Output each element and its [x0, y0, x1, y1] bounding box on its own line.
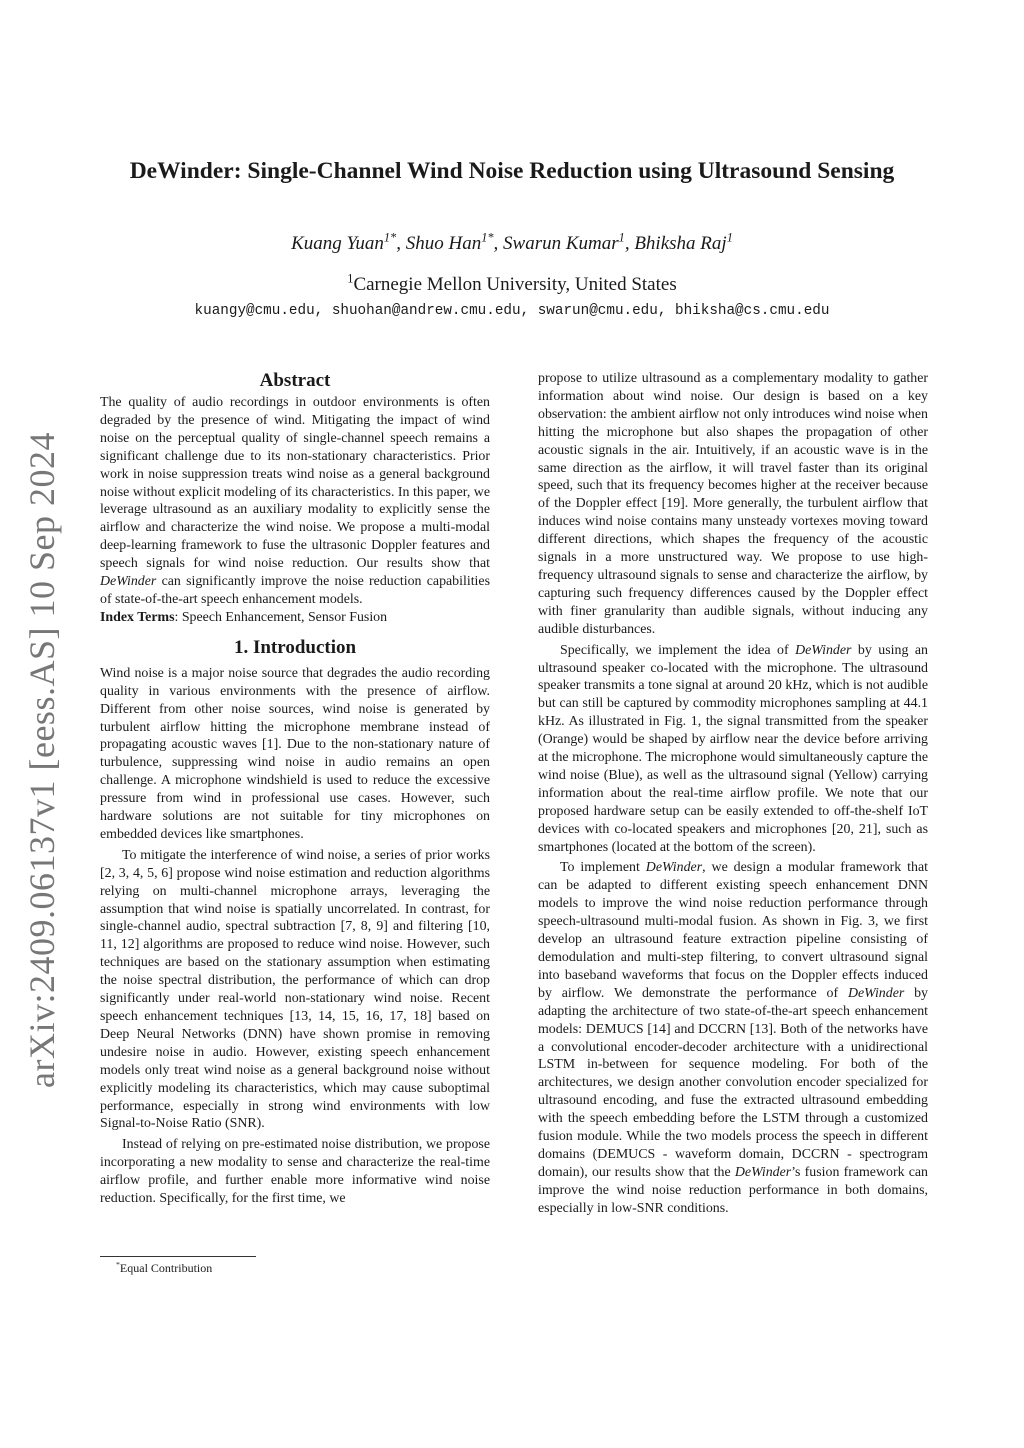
author-name: Swarun Kumar [503, 233, 619, 254]
affiliation-text: Carnegie Mellon University, United States [353, 274, 677, 295]
intro-paragraph-1: Wind noise is a major noise source that degrades the audio recording quality in various environments with the presence of airflow. Different from other noise sources, wind noise is generated by turbulent airflow hitting the microphone membrane instead of propagating acoustic waves [1]. Due to the non-stationary nature of turbulence, suppressing wind noise in audio remains an open challenge. A microphone windshield is used to reduce the excessive pressure from wind in professional use cases. However, such hardware solutions are not suitable for tiny microphones on embedded devices like smartphones. [100, 665, 490, 842]
intro-paragraph-4 [538, 642, 928, 857]
left-column [100, 370, 490, 1208]
arxiv-identifier: arXiv:2409.06137v1 [eess.AS] 10 Sep 2024 [22, 432, 62, 1088]
system-name: DeWinder [734, 1164, 792, 1180]
text-part: , we design a modular framework that can be adapted to different existing speech enhancement DNN models to improve the wind noise reduction performance through speech-ultrasound multi-modal fusion. As shown in Fig. 3, we first develop an ultrasound feature extraction pipeline consisting of demodulation and multi-step filtering, to convert ultrasound signal into baseband waveforms that focus on the Doppler effects induced by airflow. We demonstrate the performance of [538, 860, 928, 1001]
author-mark: 1* [481, 230, 494, 245]
abstract-heading: Abstract [259, 370, 331, 391]
footnote [116, 1261, 212, 1275]
text-part: by using an ultrasound speaker co-located with the microphone. The ultrasound speaker transmits a tone signal at around 20 kHz, which is not audible but can still be captured by commodity microphones sampling at 44.1 kHz. As illustrated in Fig. 1, the signal transmitted from the speaker (Orange) would be shaped by airflow near the device before arriving at the microphone. The microphone would simultaneously capture the wind noise (Blue), as well as the ultrasound signal (Yellow) carrying information about the real-time airflow profile. We note that our proposed hardware setup can be easily extended to off-the-shelf IoT devices with co-located speakers and microphones [20, 21], such as smartphones (located at the bottom of the screen). [538, 642, 928, 855]
affiliation-mark: 1 [347, 271, 354, 286]
author-name: Shuo Han [405, 233, 482, 254]
author-name: Bhiksha Raj [634, 233, 727, 254]
author-name: Kuang Yuan [291, 233, 384, 254]
author-mark: 1* [383, 230, 397, 245]
affiliation [0, 271, 1024, 296]
footnote-divider [100, 1256, 256, 1257]
abstract-body [100, 394, 490, 609]
intro-paragraph-continued: propose to utilize ultrasound as a complementary modality to gather information about wind noise. Our design is based on a key observation: the ambient airflow not only introduces wind noise when hitting the microphone but also shapes the propagation of other acoustic signals in the air. Intuitively, if an acoustic wave is in the same direction as the airflow, it will travel faster than its original speed, such that its frequency becomes higher at the receiver because of the Doppler effect [19]. More generally, the turbulent airflow that induces wind noise contains many unsteady vortexes moving toward different directions, which shapes the frequency of the acoustic signals in a more unstructured way. We propose to use high-frequency ultrasound signals to sense and characterize the airflow, by capturing such frequency differences caused by the Doppler effect with finer granularity than audible signals, without inducing any audible disturbances. [538, 371, 928, 637]
introduction-heading: 1. Introduction [233, 636, 357, 658]
index-terms-value: : Speech Enhancement, Sensor Fusion [174, 609, 388, 625]
index-terms-label: Index Terms [100, 609, 175, 625]
footnote-mark: * [116, 1260, 120, 1269]
abstract-text-part: The quality of audio recordings in outdoor environments is often degraded by the presence of wind. Mitigating the impact of wind noise on the perceptual quality of single-channel speech remains a significant challenge due to its non-stationary characteristics. Prior work in noise suppression treats wind noise as a general background noise without explicit modeling of its characteristics. In this paper, we leverage ultrasound as an auxiliary modality to explicitly sense the airflow and characterize the wind noise. We propose a multi-modal deep-learning framework to fuse the ultrasonic Doppler features and speech signals for wind noise reduction. Our results show that [100, 395, 490, 572]
text-part: Specifically, we implement the idea of [560, 642, 796, 658]
index-terms [100, 609, 490, 627]
author-mark: 1 [726, 230, 733, 245]
text-part: ’s fusion framework can improve the wind noise reduction performance in both domains, especially in low-SNR conditions. [538, 1164, 928, 1216]
paper-title: DeWinder: Single-Channel Wind Noise Reduction using Ultrasound Sensing [129, 158, 895, 184]
system-name: DeWinder [847, 985, 905, 1001]
intro-paragraph-5 [538, 859, 928, 1217]
right-column [538, 370, 928, 1218]
intro-paragraph-3: Instead of relying on pre-estimated noise distribution, we propose incorporating a new modality to sense and characterize the real-time airflow profile, and further enable more informative wind noise reduction. Specifically, for the first time, we [100, 1137, 490, 1207]
text-part: To implement [560, 860, 646, 876]
arxiv-sidebar [12, 430, 72, 1090]
system-name: DeWinder [795, 642, 852, 658]
author-emails: kuangy@cmu.edu, shuohan@andrew.cmu.edu, swarun@cmu.edu, bhiksha@cs.cmu.edu [194, 303, 830, 319]
author-list: Kuang Yuan$^{1*}$, Shuo Han$^{1*}$, Swarun Kumar$^1$, Bhiksha Raj$^1$ [291, 230, 733, 254]
system-name: DeWinder [645, 860, 703, 876]
abstract-text-part: can significantly improve the noise reduction capabilities of state-of-the-art speech enhancement models. [100, 574, 490, 607]
author-mark: 1 [618, 230, 625, 245]
abstract-system-name: DeWinder [100, 574, 157, 590]
footnote-text: Equal Contribution [119, 1261, 213, 1275]
text-part: by adapting the architecture of two state-of-the-art speech enhancement models: DEMUCS [14] and DCCRN [13]. Both of the networks have a convolutional encoder-decoder architecture with a unidirectional LSTM in-between for sequence modeling. For both of the architectures, we design another convolution encoder specialized for ultrasound encoding, and fuse the extracted ultrasound embedding with the speech embedding before the LSTM through a customized fusion module. While the two models process the speech in different domains (DEMUCS - waveform domain, DCCRN - spectrogram domain), our results show that the [538, 985, 928, 1180]
intro-paragraph-2: To mitigate the interference of wind noise, a series of prior works [2, 3, 4, 5, 6] propose wind noise estimation and reduction algorithms relying on multi-channel microphone arrays, leveraging the assumption that wind noise is spatially uncorrelated. In contrast, for single-channel audio, spectral subtraction [7, 8, 9] and filtering [10, 11, 12] algorithms are proposed to reduce wind noise. However, such techniques are based on the stationary assumption when estimating the noise spectral distribution, the performance of which can drop significantly under real-world non-stationary wind noise. Recent speech enhancement techniques [13, 14, 15, 16, 17, 18] based on Deep Neural Networks (DNN) have shown promise in removing undesire noise in audio. However, existing speech enhancement models only treat wind noise as a general background noise without explicitly modeling its characteristics, which may cause suboptimal performance, especially in strong wind environments with low Signal-to-Noise Ratio (SNR). [100, 847, 490, 1132]
